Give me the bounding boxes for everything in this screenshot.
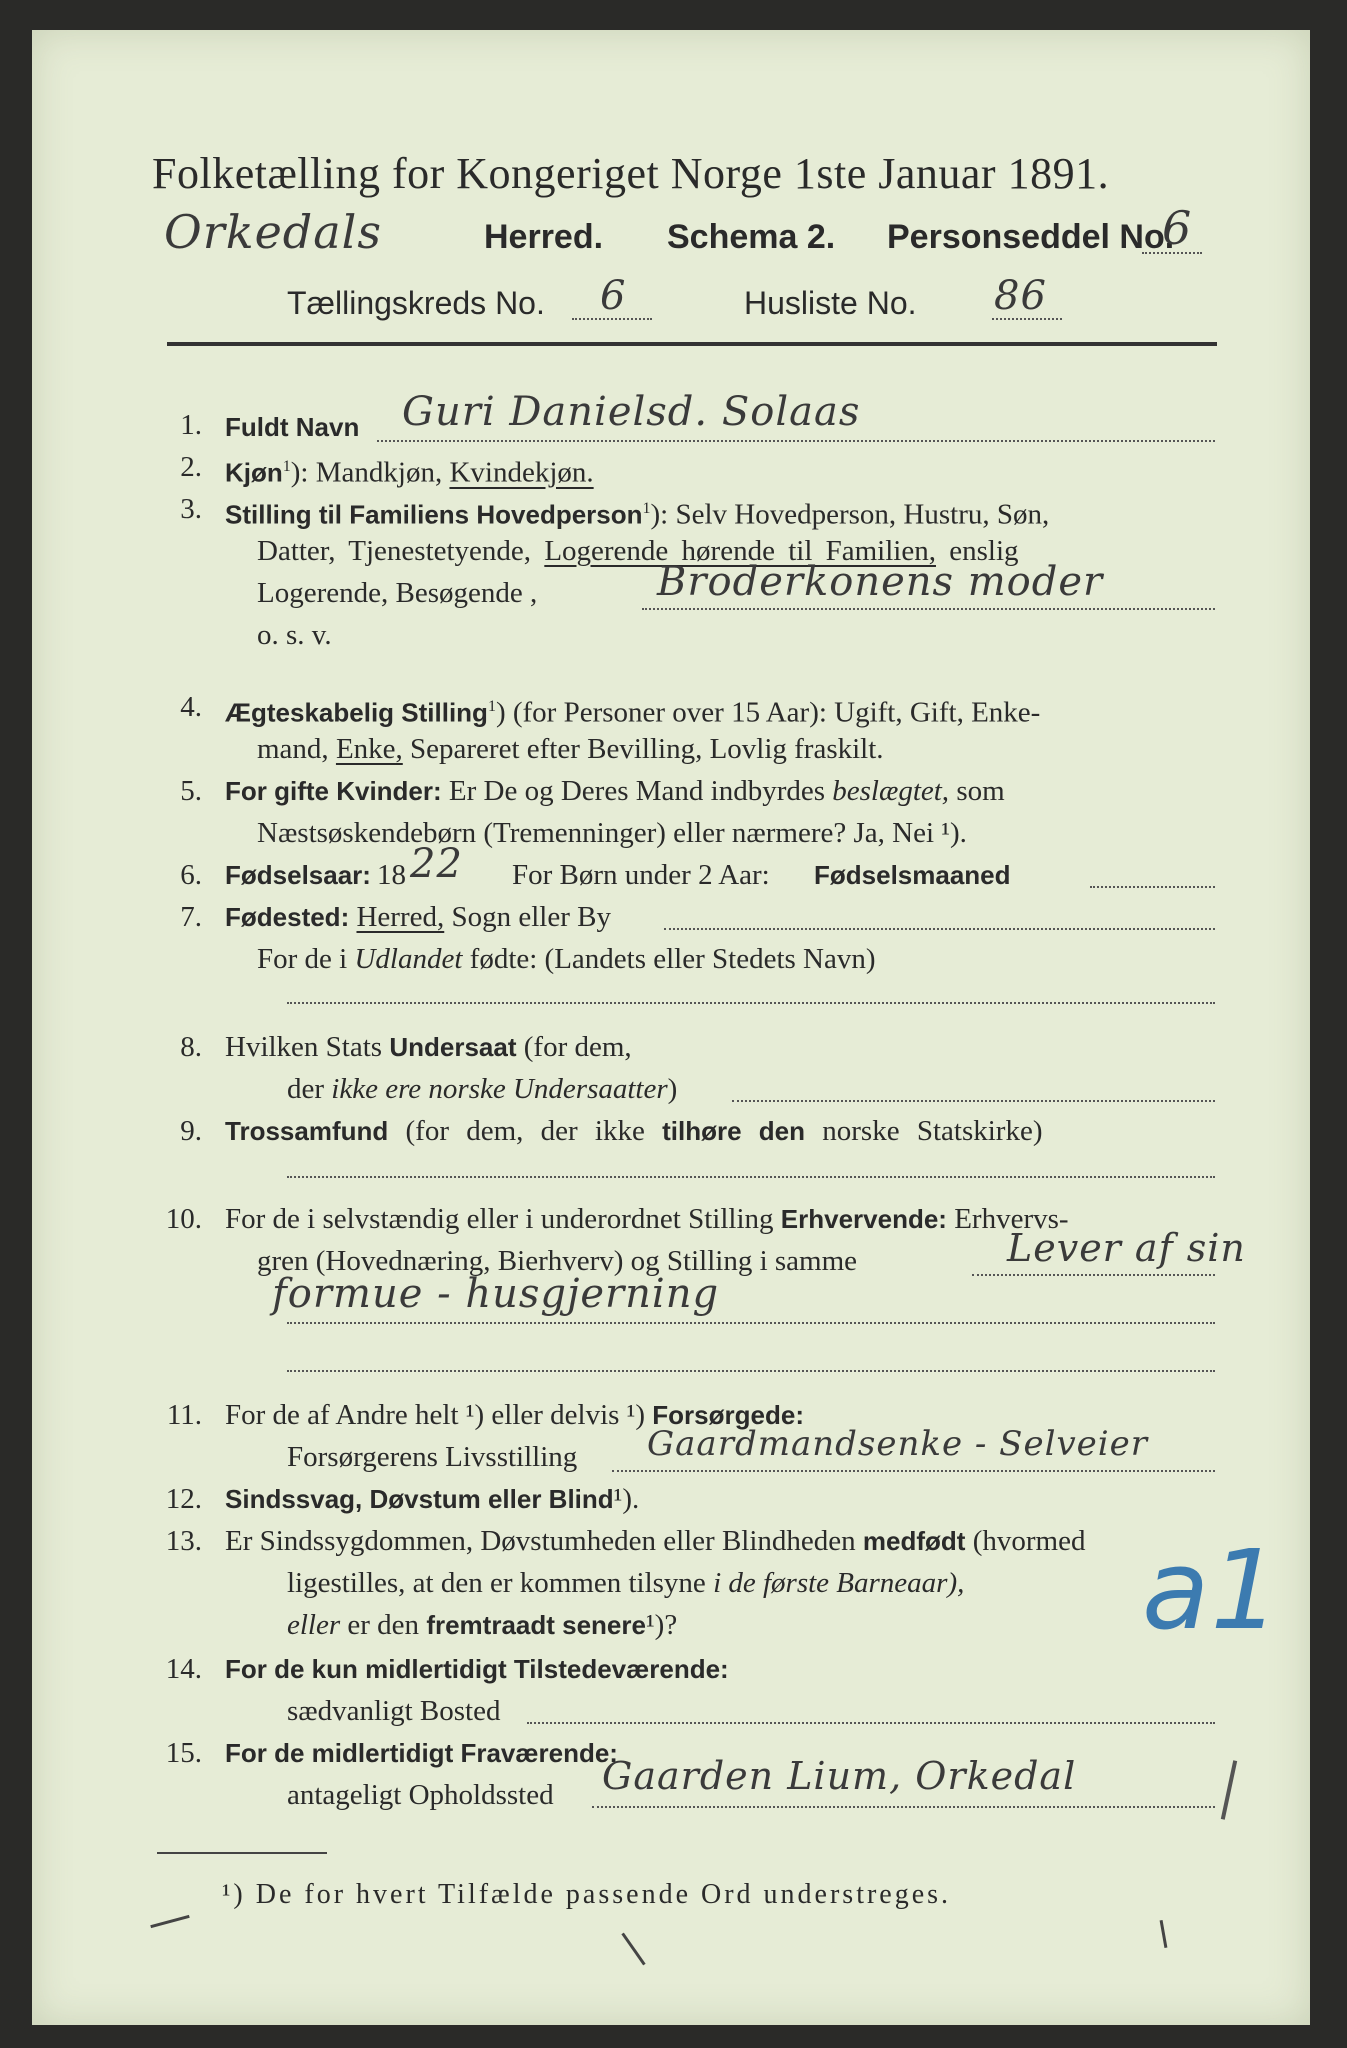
- q3-text2c: enslig: [949, 535, 1019, 567]
- q8-text-b: (for dem,: [523, 1031, 632, 1063]
- pen-mark-center: [621, 1933, 645, 1966]
- q13-text2a: ligestilles, at den er kommen tilsyne: [287, 1567, 706, 1599]
- q8-label: Undersaat: [389, 1032, 517, 1062]
- q15-dots: [592, 1806, 1215, 1808]
- q8-text2b: ikke ere norske Undersaatter: [331, 1073, 668, 1105]
- q5-line1: [225, 774, 1005, 808]
- personseddel-value: 6: [1162, 201, 1193, 255]
- q5-text1a: Er De og Deres Mand indbyrdes: [448, 775, 826, 807]
- pen-mark-left: [150, 1915, 189, 1928]
- q10-line1: [225, 1202, 1069, 1236]
- q5-label: For gifte Kvinder:: [225, 776, 442, 806]
- q11-value: Gaardmandsenke - Selveier: [647, 1424, 1149, 1464]
- q10-text-b: Erhvervs-: [954, 1203, 1069, 1235]
- q9-label2: tilhøre den: [662, 1116, 806, 1146]
- footnote-rule: [157, 1852, 327, 1854]
- q4-text2c: Separeret efter Bevilling, Lovlig fraskilt.: [410, 733, 884, 765]
- q9-line1: [225, 1114, 1042, 1148]
- q13-text-b: (hvormed: [972, 1525, 1086, 1557]
- q2-number: 2.: [180, 451, 202, 483]
- q7-line2: [257, 942, 876, 976]
- q13-text-a: Er Sindssygdommen, Døvstumheden eller Blindheden: [225, 1525, 856, 1557]
- kreds-value: 6: [600, 273, 627, 319]
- q15-line2: antageligt Opholdssted: [287, 1779, 554, 1811]
- census-form-page: [32, 30, 1310, 2025]
- q11-label: Forsørgede:: [652, 1400, 804, 1430]
- q3-text1: ): Selv Hovedperson, Hustru, Søn,: [650, 498, 1050, 531]
- q4-line1: [225, 690, 1040, 730]
- q13-text3b: er den: [347, 1609, 420, 1641]
- q11-text-a: For de af Andre helt ¹) eller delvis ¹): [225, 1399, 646, 1431]
- q4-line2: [257, 732, 884, 766]
- q3-line4: o. s. v.: [257, 619, 332, 651]
- q3-dots: [642, 608, 1215, 610]
- q6-text: For Børn under 2 Aar:: [512, 859, 770, 891]
- q7-text2b: Udlandet: [354, 943, 463, 975]
- kreds-label: Tællingskreds No.: [287, 285, 545, 321]
- q8-line1: [225, 1030, 632, 1064]
- q8-text2a: der: [287, 1073, 325, 1105]
- q12-tail: ¹).: [613, 1483, 640, 1515]
- q10-text-a: For de i selvstændig eller i underordnet Stilling: [225, 1203, 774, 1235]
- q2-sup: 1: [282, 458, 291, 475]
- q14-dots: [527, 1722, 1215, 1724]
- q1-number: 1.: [180, 409, 202, 441]
- q13-line1: [225, 1524, 1085, 1558]
- q8-number: 8.: [180, 1031, 202, 1063]
- q13-number: 13.: [165, 1525, 202, 1557]
- q4-text1: ) (for Personer over 15 Aar): Ugift, Gift, Enke-: [495, 696, 1041, 729]
- q3-line1: [225, 492, 1049, 532]
- q5-line2: Næstsøskendebørn (Tremenninger) eller nærmere? Ja, Nei ¹).: [257, 817, 967, 849]
- form-title: Folketælling for Kongeriget Norge 1ste Januar 1891.: [152, 149, 1110, 198]
- q4-number: 4.: [180, 691, 202, 723]
- q12-number: 12.: [165, 1483, 202, 1515]
- q7-line1: [225, 900, 611, 934]
- q7-text-b: Sogn eller By: [451, 901, 611, 933]
- q8-text-a: Hvilken Stats: [225, 1031, 383, 1063]
- q7-dots2: [287, 1002, 1215, 1004]
- q3-value: Broderkonens moder: [657, 559, 1104, 605]
- q3-label: Stilling til Familiens Hovedperson: [225, 499, 643, 530]
- q4-label: Ægteskabelig Stilling: [225, 697, 488, 728]
- q2-line: [225, 450, 594, 490]
- personseddel-label: Personseddel No.: [887, 218, 1175, 256]
- q4-text2a: mand,: [257, 733, 329, 765]
- q7-number: 7.: [180, 901, 202, 933]
- q6-number: 6.: [180, 859, 202, 891]
- q13-text3a: eller: [287, 1609, 341, 1641]
- q9-number: 9.: [180, 1115, 202, 1147]
- q7-selected-option: Herred,: [356, 901, 445, 933]
- q6-label: Fødselsaar:: [225, 860, 371, 890]
- q6-prefix: 18: [377, 859, 406, 891]
- q11-dots: [612, 1470, 1215, 1472]
- q13-line3: [287, 1608, 677, 1642]
- q2-label: Kjøn: [225, 457, 283, 488]
- pen-mark-right: [1160, 1920, 1168, 1948]
- q14-label: For de kun midlertidigt Tilstedeværende:: [225, 1654, 729, 1684]
- q12-line: [225, 1482, 639, 1516]
- q6-dots: [1090, 886, 1215, 888]
- q4-selected-option: Enke,: [335, 733, 403, 765]
- q6-value: 22: [410, 841, 463, 887]
- q1-label: Fuldt Navn: [225, 412, 360, 442]
- q5-text1b: beslægtet,: [832, 775, 950, 807]
- q10-dots1: [972, 1274, 1215, 1276]
- q3-text2a: Datter, Tjenestetyende,: [257, 535, 532, 567]
- q5-text1c: som: [956, 775, 1005, 807]
- q12-label: Sindssvag, Døvstum eller Blind: [225, 1484, 614, 1514]
- q11-number: 11.: [166, 1399, 202, 1431]
- q13-text2b: i de første Barneaar),: [713, 1567, 965, 1599]
- herred-label: Herred.: [484, 218, 604, 256]
- q10-label: Erhvervende:: [780, 1204, 947, 1234]
- q14-number: 14.: [165, 1653, 202, 1685]
- q13-text3c: ¹)?: [645, 1609, 678, 1641]
- schema-label: Schema 2.: [667, 218, 836, 256]
- q13-label: medfødt: [862, 1526, 966, 1556]
- header-rule: [167, 342, 1217, 346]
- q7-label: Fødested:: [225, 902, 350, 932]
- q15-number: 15.: [165, 1737, 202, 1769]
- q11-line2: Forsørgerens Livsstilling: [287, 1441, 578, 1473]
- q8-line2: der ikke ere norske Undersaatter): [287, 1073, 678, 1105]
- q13-blue-mark: a1: [1142, 1526, 1282, 1654]
- q3-number: 3.: [180, 493, 202, 525]
- checkmark-stroke: [1221, 1760, 1237, 1820]
- q7-text2a: For de i: [257, 943, 348, 975]
- q3-sup: 1: [642, 500, 651, 517]
- q1-dots: [377, 440, 1215, 442]
- q10-line2: gren (Hovednæring, Bierhverv) og Stilling i samme: [257, 1245, 858, 1277]
- q9-label: Trossamfund: [225, 1116, 389, 1146]
- q1-value: Guri Danielsd. Solaas: [402, 389, 861, 435]
- q4-sup: 1: [487, 698, 496, 715]
- q10-dots2: [287, 1322, 1215, 1324]
- husliste-value: 86: [994, 273, 1047, 319]
- footnote: ¹) De for hvert Tilfælde passende Ord understreges.: [222, 1879, 952, 1910]
- q3-selected-option: Logerende hørende til Familien,: [544, 535, 936, 567]
- q7-text2c: fødte: (Landets eller Stedets Navn): [469, 943, 876, 975]
- q2-selected-option: Kvindekjøn.: [449, 456, 594, 489]
- q9-text-b: norske Statskirke): [822, 1115, 1043, 1147]
- q10-value1: Lever af sin: [1007, 1226, 1246, 1270]
- q13-line2: [287, 1566, 964, 1600]
- q10-number: 10.: [165, 1203, 202, 1235]
- q2-text-a: ): Mandkjøn,: [290, 456, 443, 489]
- q5-number: 5.: [180, 775, 202, 807]
- q10-value2: formue - husgjerning: [272, 1271, 720, 1317]
- q15-value: Gaarden Lium, Orkedal: [602, 1754, 1077, 1798]
- q15-label: For de midlertidigt Fraværende:: [225, 1738, 618, 1768]
- q3-line3: Logerende, Besøgende ,: [257, 577, 538, 609]
- q9-text-a: (for dem, der ikke: [405, 1115, 645, 1147]
- q8-dots: [732, 1100, 1215, 1102]
- q7-dots: [664, 928, 1215, 930]
- q6-label2: Fødselsmaaned: [814, 860, 1011, 890]
- q13-label2: fremtraadt senere: [426, 1610, 646, 1640]
- husliste-label: Husliste No.: [744, 285, 917, 321]
- q9-dots: [287, 1176, 1215, 1178]
- herred-value: Orkedals: [164, 205, 382, 259]
- q10-dots3: [287, 1370, 1215, 1372]
- q14-line2: sædvanligt Bosted: [287, 1695, 501, 1727]
